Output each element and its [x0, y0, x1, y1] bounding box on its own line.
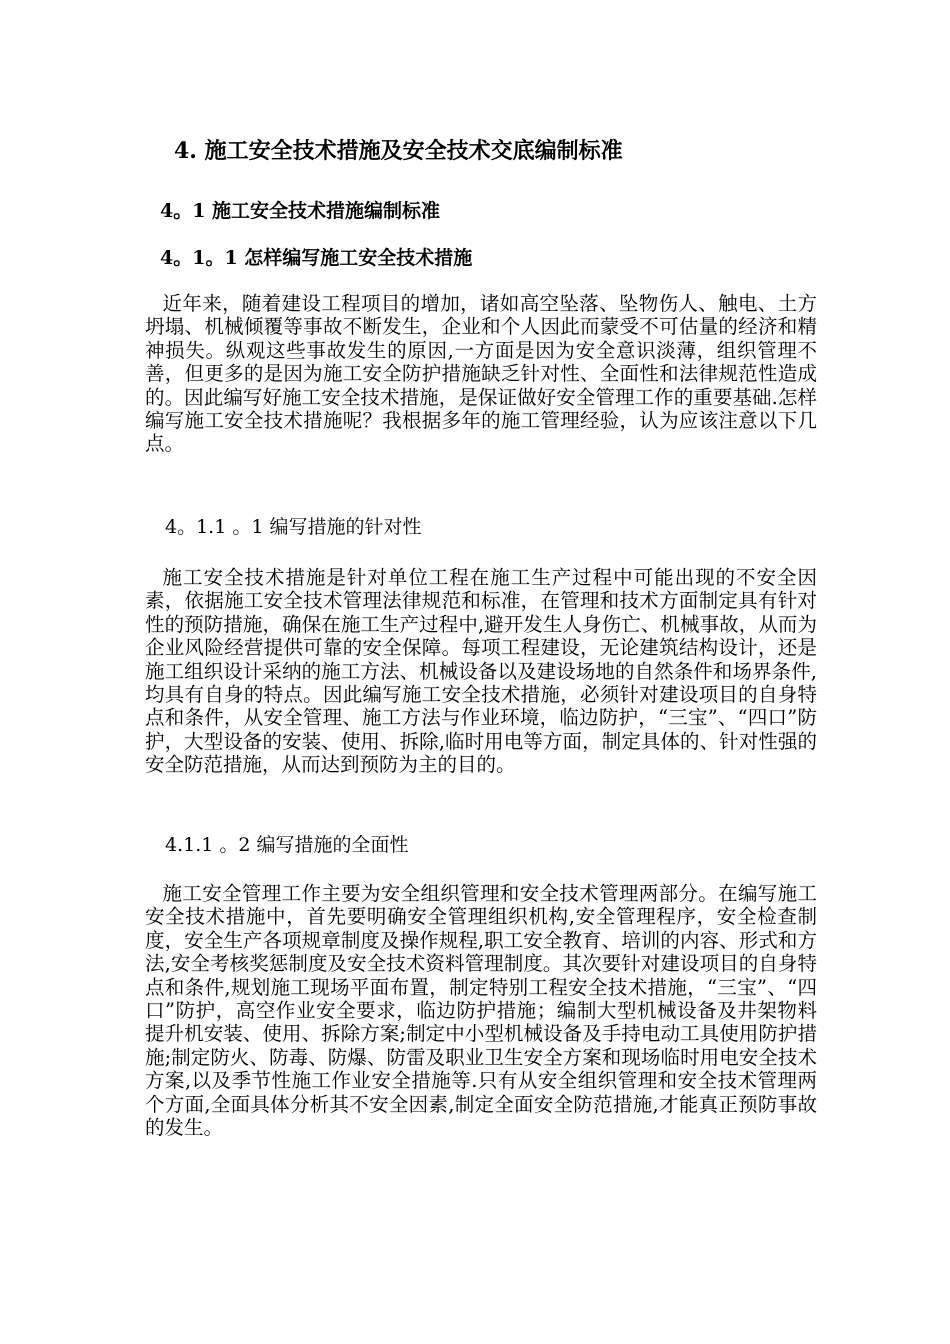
section-heading: 4。1 施工安全技术措施编制标准 [160, 200, 441, 222]
document-title: 4. 施工安全技术措施及安全技术交底编制标准 [174, 138, 623, 164]
item2-paragraph: 施工安全管理工作主要为安全组织管理和安全技术管理两部分。在编写施工安全技术措施中，首先要明确安全管理组织机构,安全管理程序，安全检查制度，安全生产各项规章制度及操作规程,职工安全教育、培训的内容、形式和方法,安全考核奖惩制度及安全技术资料管理制度。其次要针对建设项目的自身特点和条件,规划施工现场平面布置，制定特别工程安全技术措施，“三宝”、“四口”防护，高空作业安全要求，临边防护措施；编制大型机械设备及井架物料提升机安装、使用、拆除方案;制定中小型机械设备及手持电动工具使用防护措施;制定防火、防毒、防爆、防雷及职业卫生安全方案和现场临时用电安全技术方案,以及季节性施工作业安全措施等.只有从安全组织管理和安全技术管理两个方面,全面具体分析其不安全因素,制定全面安全防范措施,才能真正预防事故的发生。 [145, 882, 817, 1140]
item1-heading: 4。1.1 。1 编写措施的针对性 [165, 516, 422, 538]
intro-paragraph: 近年来，随着建设工程项目的增加，诸如高空坠落、坠物伤人、触电、土方坍塌、机械倾覆等事故不断发生，企业和个人因此而蒙受不可估量的经济和精神损失。纵观这些事故发生的原因,一方面是因为安全意识淡薄，组织管理不善，但更多的是因为施工安全防护措施缺乏针对性、全面性和法律规范性造成的。因此编写好施工安全技术措施，是保证做好安全管理工作的重要基础.怎样编写施工安全技术措施呢？我根据多年的施工管理经验，认为应该注意以下几点。 [145, 292, 817, 456]
item2-heading: 4.1.1 。2 编写措施的全面性 [165, 834, 409, 856]
subsection-heading: 4。1。1 怎样编写施工安全技术措施 [160, 247, 473, 269]
item1-paragraph: 施工安全技术措施是针对单位工程在施工生产过程中可能出现的不安全因素，依据施工安全技术管理法律规范和标准，在管理和技术方面制定具有针对性的预防措施，确保在施工生产过程中,避开发生人身伤亡、机械事故，从而为企业风险经营提供可靠的安全保障。每项工程建设，无论建筑结构设计，还是施工组织设计采纳的施工方法、机械设备以及建设场地的自然条件和场界条件,均具有自身的特点。因此编写施工安全技术措施，必须针对建设项目的自身特点和条件，从安全管理、施工方法与作业环境，临边防护，“三宝”、“四口”防护，大型设备的安装、使用、拆除,临时用电等方面，制定具体的、针对性强的安全防范措施，从而达到预防为主的目的。 [145, 566, 817, 777]
